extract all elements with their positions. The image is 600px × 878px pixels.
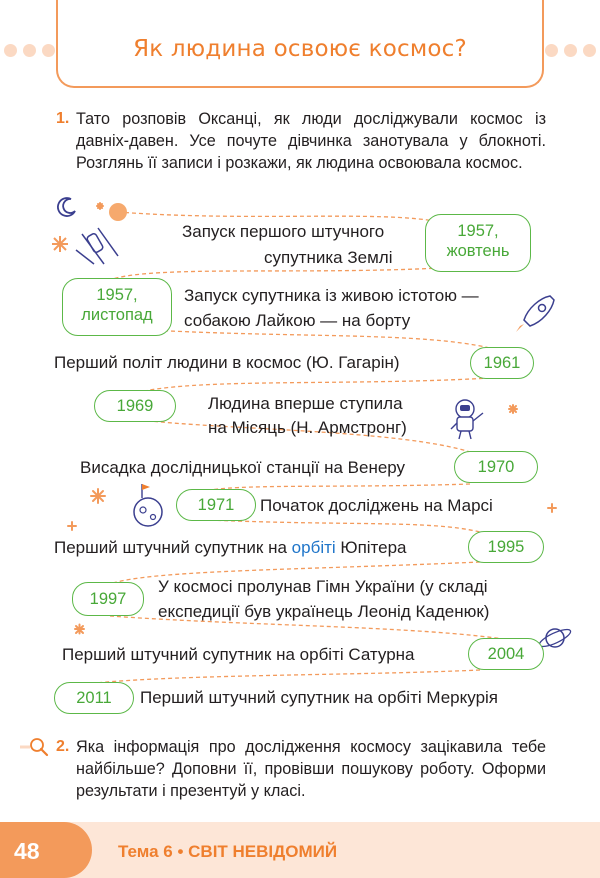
page-title: Як людина освоює космос? <box>133 36 467 62</box>
moon-flag-icon <box>126 480 170 530</box>
event-text: Запуск супутника із живою істотою — <box>184 286 479 305</box>
decor-dot <box>23 44 36 57</box>
year-badge: 2004 <box>468 638 544 670</box>
decor-dot <box>4 44 17 57</box>
astronaut-icon <box>445 395 491 441</box>
event-text: собакою Лайкою — на борту <box>184 311 411 330</box>
year-badge: 1971 <box>176 489 256 521</box>
year-badge: 1997 <box>72 582 144 616</box>
satellite-icon <box>74 220 124 270</box>
event-text <box>54 536 407 560</box>
year-badge: 1995 <box>468 531 544 563</box>
year-value: 1957, <box>96 286 138 304</box>
event-text: Перший штучний супутник на орбіті Сатурна <box>62 645 415 664</box>
glossary-link[interactable]: орбіті <box>291 538 336 557</box>
event-text: Людина вперше ступила <box>208 394 403 413</box>
sparkle-icon <box>48 232 72 256</box>
year-badge: 1970 <box>454 451 538 483</box>
planet-dot-icon <box>109 203 127 221</box>
decor-dot <box>42 44 55 57</box>
event-text: Висадка дослідницької станції на Венеру <box>80 458 406 477</box>
rocket-icon <box>510 290 560 338</box>
event-text-part: Юпітера <box>335 538 407 557</box>
event-text: на Місяць (Н. Армстронг) <box>208 418 407 437</box>
moon-icon <box>56 196 78 218</box>
event-text: Перший штучний супутник на орбіті Меркурія <box>140 688 499 707</box>
event-text: супутника Землі <box>264 248 393 267</box>
year-badge <box>62 278 172 336</box>
event-text: Початок досліджень на Марсі <box>260 496 493 515</box>
event-text: експедиції був українець Леонід Каденюк) <box>158 602 490 621</box>
task-text: Тато розповів Оксанці, як люди досліджували космос із давніх-давен. Усе почуте дівчинка занотувала у блокноті. Розглянь її записи і розкажи, як людина освоювала космос. <box>76 110 546 172</box>
event-text: У космосі пролунав Гімн України (у складі <box>158 577 488 596</box>
event-text: Запуск першого штучного <box>182 222 385 241</box>
year-month: жовтень <box>446 242 510 260</box>
year-badge: 1961 <box>470 347 534 379</box>
task-text: Яка інформація про дослідження космосу зацікавила тебе найбільше? Доповни її, провівши пошукову роботу. Оформи результати і презентуй у класі. <box>76 738 546 800</box>
decor-dot <box>545 44 558 57</box>
event-text: Перший політ людини в космос (Ю. Гагарін) <box>54 353 400 372</box>
event-text-part: Перший штучний супутник на <box>54 538 292 557</box>
year-badge: 1969 <box>94 390 176 422</box>
decor-dot <box>564 44 577 57</box>
year-badge <box>425 214 531 272</box>
task-number: 1. <box>56 110 70 127</box>
decor-dot <box>583 44 596 57</box>
page-number: 48 <box>14 838 40 864</box>
chapter-topic: Тема 6 • СВІТ НЕВІДОМИЙ <box>118 842 338 861</box>
task-number: 2. <box>56 738 70 755</box>
search-task-icon <box>20 734 50 760</box>
year-badge: 2011 <box>54 682 134 714</box>
year-value: 1957, <box>457 222 499 240</box>
year-month: листопад <box>81 306 153 324</box>
